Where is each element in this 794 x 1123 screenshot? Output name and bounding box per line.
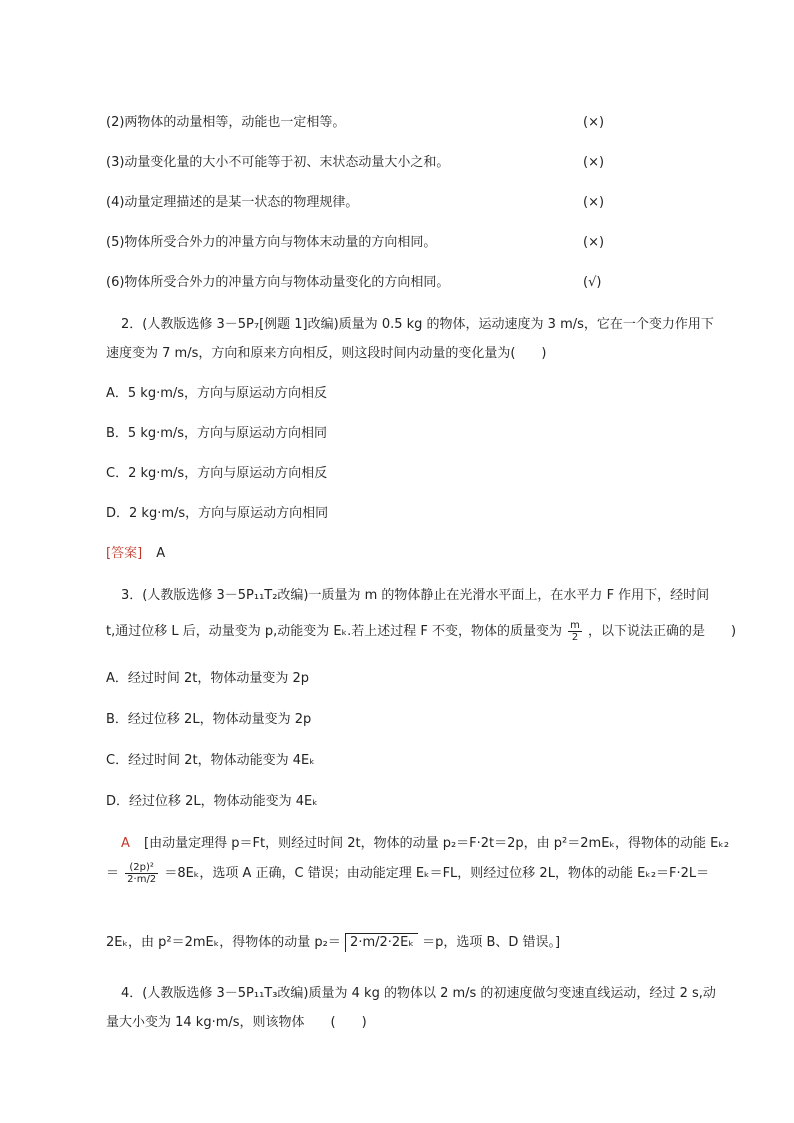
q3-solution-text4: ＝p，选项 B、D 错误。] bbox=[422, 935, 561, 950]
q3-option-d: D．经过位移 2L，物体动能变为 4Eₖ bbox=[106, 794, 318, 809]
q3-solution-sqrt: 2·m/2·2Eₖ bbox=[345, 933, 418, 952]
q3-solution-text1: [由动量定理得 p＝Ft，则经过时间 2t，物体的动量 p₂＝F·2t＝2p，由 p²＝2mEₖ，得物体的动能 Eₖ₂ bbox=[144, 836, 730, 851]
q2-answer-label: [答案] bbox=[106, 546, 143, 561]
q3-solution-eq: ＝ bbox=[106, 866, 120, 881]
q3-solution-frac-den: 2·m/2 bbox=[127, 874, 157, 885]
q3-stem-line2-text: t,通过位移 L 后，动量变为 p,动能变为 Eₖ.若上述过程 F 不变，物体的质量变为 bbox=[106, 624, 563, 639]
q2-option-a: A．5 kg·m/s，方向与原运动方向相反 bbox=[106, 386, 328, 401]
q3-mass-fraction bbox=[568, 620, 582, 643]
q3-solution-answer: A bbox=[121, 836, 130, 851]
statement-3-mark: (×) bbox=[583, 155, 605, 170]
q2-answer-value: A bbox=[156, 546, 166, 561]
q3-frac-num: m bbox=[570, 620, 580, 631]
statement-4: (4)动量定理描述的是某一状态的物理规律。 bbox=[106, 195, 359, 210]
q3-solution-fraction bbox=[125, 862, 158, 885]
statement-4-mark: (×) bbox=[583, 195, 605, 210]
statement-5: (5)物体所受合外力的冲量方向与物体末动量的方向相同。 bbox=[106, 235, 437, 250]
statement-6: (6)物体所受合外力的冲量方向与物体动量变化的方向相同。 bbox=[106, 275, 450, 290]
q3-solution-frac-num: (2p)² bbox=[125, 862, 158, 874]
statement-6-mark: (√) bbox=[583, 275, 602, 290]
q3-option-b: B．经过位移 2L，物体动量变为 2p bbox=[106, 712, 312, 727]
q4-stem-line2: 量大小变为 14 kg·m/s，则该物体 ( ) bbox=[106, 1015, 367, 1030]
q3-solution-line1 bbox=[121, 835, 729, 853]
q3-stem-line1: 3．(人教版选修 3－5P₁₁T₂改编)一质量为 m 的物体静止在光滑水平面上，在水平力 F 作用下，经时间 bbox=[121, 588, 710, 603]
statement-3: (3)动量变化量的大小不可能等于初、末状态动量大小之和。 bbox=[106, 155, 450, 170]
statement-2-mark: (×) bbox=[583, 115, 605, 130]
q4-stem-line1: 4．(人教版选修 3－5P₁₁T₃改编)质量为 4 kg 的物体以 2 m/s 的初速度做匀变速直线运动，经过 2 s,动 bbox=[121, 986, 716, 1001]
q3-solution-line3 bbox=[106, 933, 560, 952]
statement-2: (2)两物体的动量相等，动能也一定相等。 bbox=[106, 115, 346, 130]
q2-option-b: B．5 kg·m/s，方向与原运动方向相同 bbox=[106, 426, 328, 441]
q2-answer bbox=[106, 545, 165, 563]
q3-solution-line2 bbox=[106, 862, 709, 885]
q3-solution-text3: 2Eₖ，由 p²＝2mEₖ，得物体的动量 p₂＝ bbox=[106, 935, 341, 950]
q3-stem-line2-end: ，以下说法正确的是 ) bbox=[588, 624, 737, 639]
q3-option-a: A．经过时间 2t，物体动量变为 2p bbox=[106, 671, 310, 686]
statement-5-mark: (×) bbox=[583, 235, 605, 250]
q2-option-d: D．2 kg·m/s，方向与原运动方向相同 bbox=[106, 506, 329, 521]
q3-option-c: C．经过时间 2t，物体动能变为 4Eₖ bbox=[106, 753, 315, 768]
q2-stem-line1: 2．(人教版选修 3－5P₇[例题 1]改编)质量为 0.5 kg 的物体，运动速度为 3 m/s，它在一个变力作用下 bbox=[121, 317, 714, 332]
q3-frac-den: 2 bbox=[571, 632, 579, 643]
q3-solution-text2: ＝8Eₖ，选项 A 正确，C 错误；由动能定理 Eₖ＝FL，则经过位移 2L，物体的动能 Eₖ₂＝F·2L＝ bbox=[164, 866, 710, 881]
q2-stem-line2: 速度变为 7 m/s，方向和原来方向相反，则这段时间内动量的变化量为( ) bbox=[106, 346, 547, 361]
q2-option-c: C．2 kg·m/s，方向与原运动方向相反 bbox=[106, 466, 328, 481]
q3-stem-line2 bbox=[106, 620, 736, 643]
